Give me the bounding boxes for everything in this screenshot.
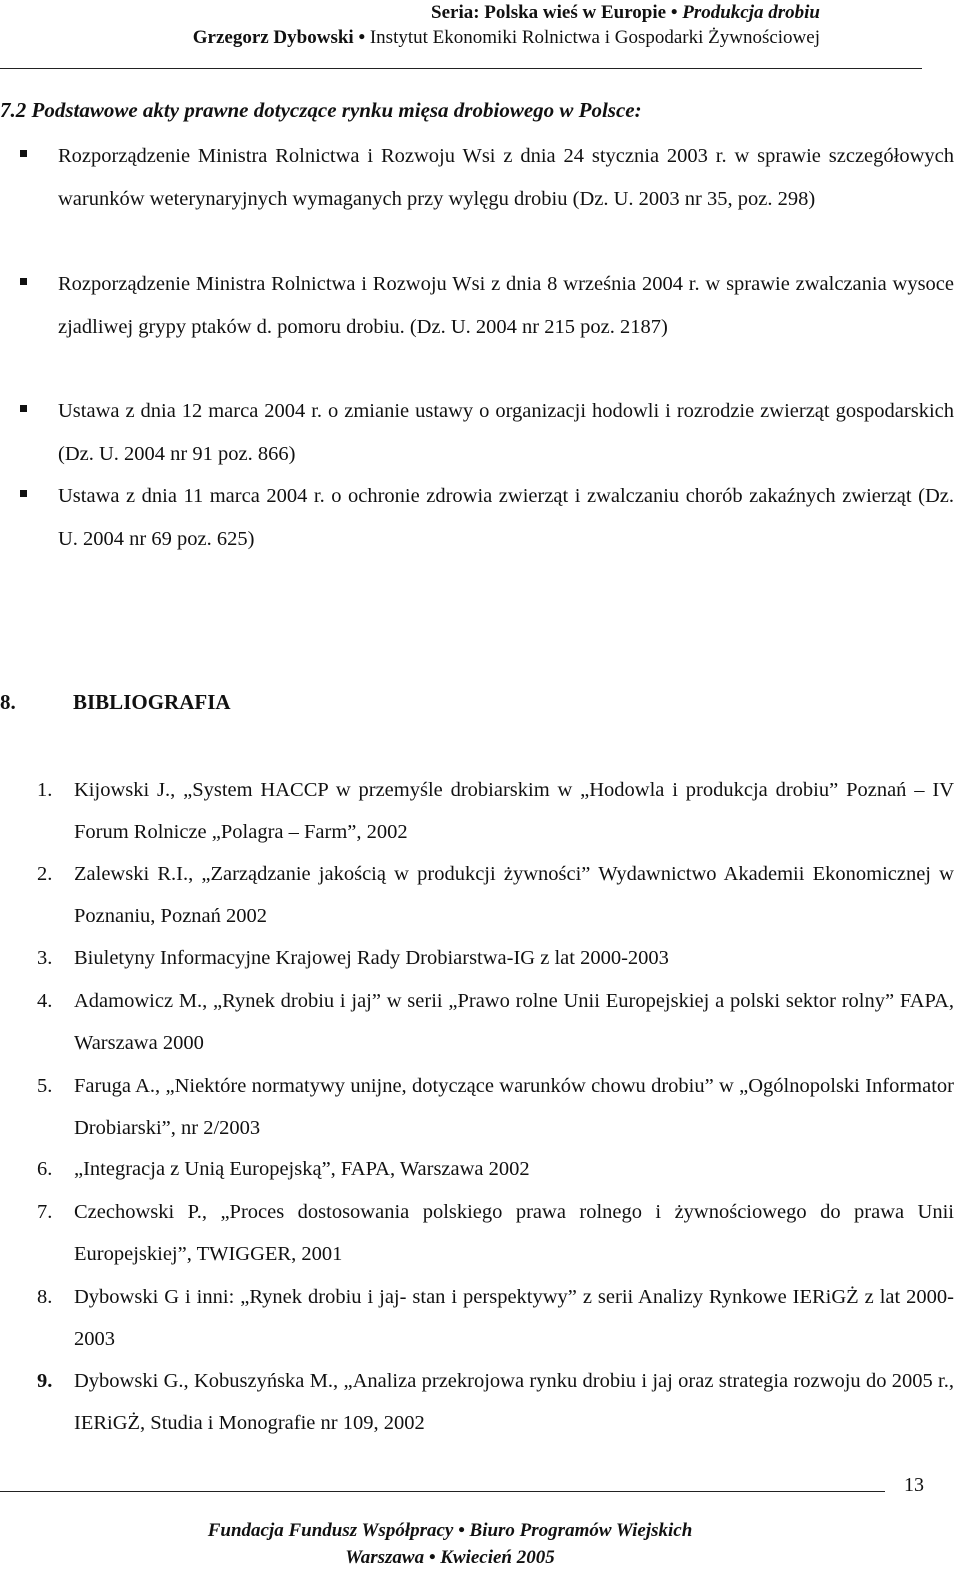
header-topic: Produkcja drobiu	[682, 2, 820, 23]
header-separator: •	[353, 27, 370, 48]
bullet-icon	[20, 278, 27, 285]
legal-act-item: Rozporządzenie Ministra Rolnictwa i Rozwoju Wsi z dnia 8 września 2004 r. w sprawie zwalczania wysoce zjadliwej grypy ptaków d. pomoru drobiu. (Dz. U. 2004 nr 215 poz. 2187)	[58, 273, 954, 338]
footer-divider	[0, 1491, 885, 1492]
header-series-line	[431, 2, 820, 24]
ref-number: 9.	[37, 1370, 53, 1392]
ref-item: Dybowski G., Kobuszyńska M., „Analiza przekrojowa rynku drobiu i jaj oraz strategia rozwoju do 2005 r., IERiGŻ, Studia i Monografie nr 109, 2002	[74, 1370, 954, 1434]
ref-item: Kijowski J., „System HACCP w przemyśle drobiarskim w „Hodowla i produkcja drobiu” Poznań – IV Forum Rolnicze „Polagra – Farm”, 2002	[74, 779, 954, 843]
section-8-heading	[0, 690, 231, 715]
ref-number: 2.	[37, 863, 53, 885]
header-institute: Instytut Ekonomiki Rolnictwa i Gospodarki Żywnościowej	[369, 27, 820, 48]
section-7-2-title: 7.2 Podstawowe akty prawne dotyczące rynku mięsa drobiowego w Polsce:	[0, 98, 642, 122]
header-separator: •	[666, 2, 683, 23]
ref-item: Zalewski R.I., „Zarządzanie jakością w produkcji żywności” Wydawnictwo Akademii Ekonomicznej w Poznaniu, Poznań 2002	[74, 863, 954, 927]
ref-item: Dybowski G i inni: „Rynek drobiu i jaj- stan i perspektywy” z serii Analizy Rynkowe IERiGŻ z lat 2000-2003	[74, 1286, 954, 1350]
ref-number: 6.	[37, 1158, 53, 1180]
bullet-icon	[20, 150, 27, 157]
header-series: Seria: Polska wieś w Europie	[431, 2, 667, 23]
legal-act-item: Ustawa z dnia 12 marca 2004 r. o zmianie ustawy o organizacji hodowli i rozrodzie zwierząt gospodarskich (Dz. U. 2004 nr 91 poz. 866)	[58, 400, 954, 465]
header-author: Grzegorz Dybowski	[192, 27, 354, 48]
ref-number: 3.	[37, 947, 53, 969]
ref-number: 5.	[37, 1075, 53, 1097]
bullet-icon	[20, 490, 27, 497]
header-divider	[0, 68, 922, 69]
legal-act-item: Rozporządzenie Ministra Rolnictwa i Rozwoju Wsi z dnia 24 stycznia 2003 r. w sprawie szczegółowych warunków weterynaryjnych wymaganych przy wylęgu drobiu (Dz. U. 2003 nr 35, poz. 298)	[58, 145, 954, 210]
ref-item: Adamowicz M., „Rynek drobiu i jaj” w serii „Prawo rolne Unii Europejskiej a polski sektor rolny” FAPA, Warszawa 2000	[74, 990, 954, 1054]
ref-item: Faruga A., „Niektóre normatywy unijne, dotyczące warunków chowu drobiu” w „Ogólnopolski Informator Drobiarski”, nr 2/2003	[74, 1075, 954, 1139]
ref-number: 7.	[37, 1201, 53, 1223]
legal-act-item: Ustawa z dnia 11 marca 2004 r. o ochronie zdrowia zwierząt i zwalczaniu chorób zakaźnych zwierząt (Dz. U. 2004 nr 69 poz. 625)	[58, 485, 954, 550]
section-8-number: 8.	[0, 690, 16, 714]
ref-number: 8.	[37, 1286, 53, 1308]
footer-organization: Fundacja Fundusz Współpracy • Biuro Programów Wiejskich	[207, 1520, 693, 1541]
ref-number: 4.	[37, 990, 53, 1012]
ref-item: Czechowski P., „Proces dostosowania polskiego prawa rolnego i żywnościowego do prawa Unii Europejskiej”, TWIGGER, 2001	[74, 1201, 954, 1265]
footer-place-date: Warszawa • Kwiecień 2005	[345, 1547, 555, 1568]
bullet-icon	[20, 405, 27, 412]
ref-item: Biuletyny Informacyjne Krajowej Rady Drobiarstwa-IG z lat 2000-2003	[74, 947, 669, 969]
page-number: 13	[904, 1474, 924, 1496]
section-8-title: BIBLIOGRAFIA	[73, 690, 231, 714]
ref-number: 1.	[37, 779, 53, 801]
header-author-line	[193, 27, 820, 49]
ref-item: „Integracja z Unią Europejską”, FAPA, Warszawa 2002	[74, 1158, 530, 1180]
